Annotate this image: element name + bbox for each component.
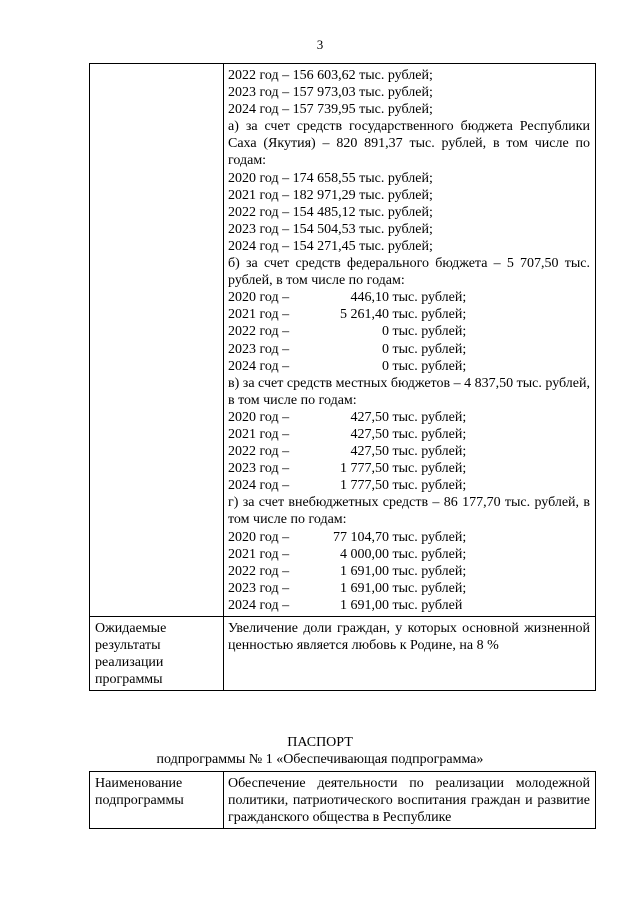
federal-budget-line: 2020 год – 446,10 тыс. рублей;: [228, 290, 467, 306]
state-budget-line: 2021 год – 182 971,29 тыс. рублей;: [228, 187, 433, 203]
financing-line: 2022 год – 156 603,62 тыс. рублей;: [228, 68, 433, 83]
extrabudgetary-line: 2022 год – 1 691,00 тыс. рублей;: [228, 563, 467, 579]
expected-results-row: [90, 617, 596, 691]
local-budget-paragraph: в) за счет средств местных бюджетов – 4 837,50 тыс. рублей, в том числе по годам:: [228, 375, 590, 408]
extrabudgetary-line: 2020 год – 77 104,70 тыс. рублей;: [228, 529, 467, 545]
state-budget-paragraph: а) за счет средств государственного бюджета Республики Саха (Якутия) – 820 891,37 тыс. рублей, в том числе по годам:: [228, 119, 590, 169]
subprogram-passport-table: [89, 771, 596, 829]
financing-row: [90, 64, 596, 617]
subprogram-name-row: [90, 772, 596, 829]
federal-budget-line: 2023 год – 0 тыс. рублей;: [228, 341, 467, 357]
federal-budget-line: 2024 год – 0 тыс. рублей;: [228, 358, 467, 374]
subprogram-name-label: Наименование подпрограммы: [90, 772, 224, 829]
state-budget-line: 2020 год – 174 658,55 тыс. рублей;: [228, 170, 433, 186]
extrabudgetary-line: 2024 год – 1 691,00 тыс. рублей: [228, 597, 463, 613]
local-budget-line: 2023 год – 1 777,50 тыс. рублей;: [228, 461, 467, 477]
local-budget-line: 2024 год – 1 777,50 тыс. рублей;: [228, 478, 467, 494]
local-budget-line: 2020 год – 427,50 тыс. рублей;: [228, 409, 467, 425]
state-budget-line: 2022 год – 154 485,12 тыс. рублей;: [228, 204, 433, 220]
financing-line: 2024 год – 157 739,95 тыс. рублей;: [228, 102, 433, 118]
expected-results-label: Ожидаемые результаты реализации программы: [90, 617, 224, 691]
extrabudgetary-line: 2023 год – 1 691,00 тыс. рублей;: [228, 580, 467, 596]
local-budget-line: 2021 год – 427,50 тыс. рублей;: [228, 426, 467, 442]
expected-results-text: Увеличение доли граждан, у которых основной жизненной ценностью является любовь к Родине, на 8 %: [224, 617, 596, 691]
federal-budget-line: 2022 год – 0 тыс. рублей;: [228, 324, 467, 340]
passport-title: ПАСПОРТ: [287, 735, 353, 750]
state-budget-line: 2024 год – 154 271,45 тыс. рублей;: [228, 238, 433, 254]
financing-line: 2023 год – 157 973,03 тыс. рублей;: [228, 85, 433, 101]
passport-subtitle: подпрограммы № 1 «Обеспечивающая подпрограмма»: [156, 752, 484, 767]
state-budget-line: 2023 год – 154 504,53 тыс. рублей;: [228, 221, 433, 237]
local-budget-line: 2022 год – 427,50 тыс. рублей;: [228, 444, 467, 460]
program-passport-table: [89, 63, 596, 691]
federal-budget-paragraph: б) за счет средств федерального бюджета – 5 707,50 тыс. рублей, в том числе по годам:: [228, 256, 590, 289]
subprogram-name-text: Обеспечение деятельности по реализации молодежной политики, патриотического воспитания граждан и развитие гражданского общества в Республике: [224, 772, 596, 829]
financing-label-cell: [90, 64, 224, 617]
page-number: 3: [316, 37, 324, 52]
extrabudgetary-paragraph: г) за счет внебюджетных средств – 86 177,70 тыс. рублей, в том числе по годам:: [228, 495, 590, 528]
financing-content-cell: [224, 64, 596, 617]
federal-budget-line: 2021 год – 5 261,40 тыс. рублей;: [228, 307, 467, 323]
extrabudgetary-line: 2021 год – 4 000,00 тыс. рублей;: [228, 546, 467, 562]
